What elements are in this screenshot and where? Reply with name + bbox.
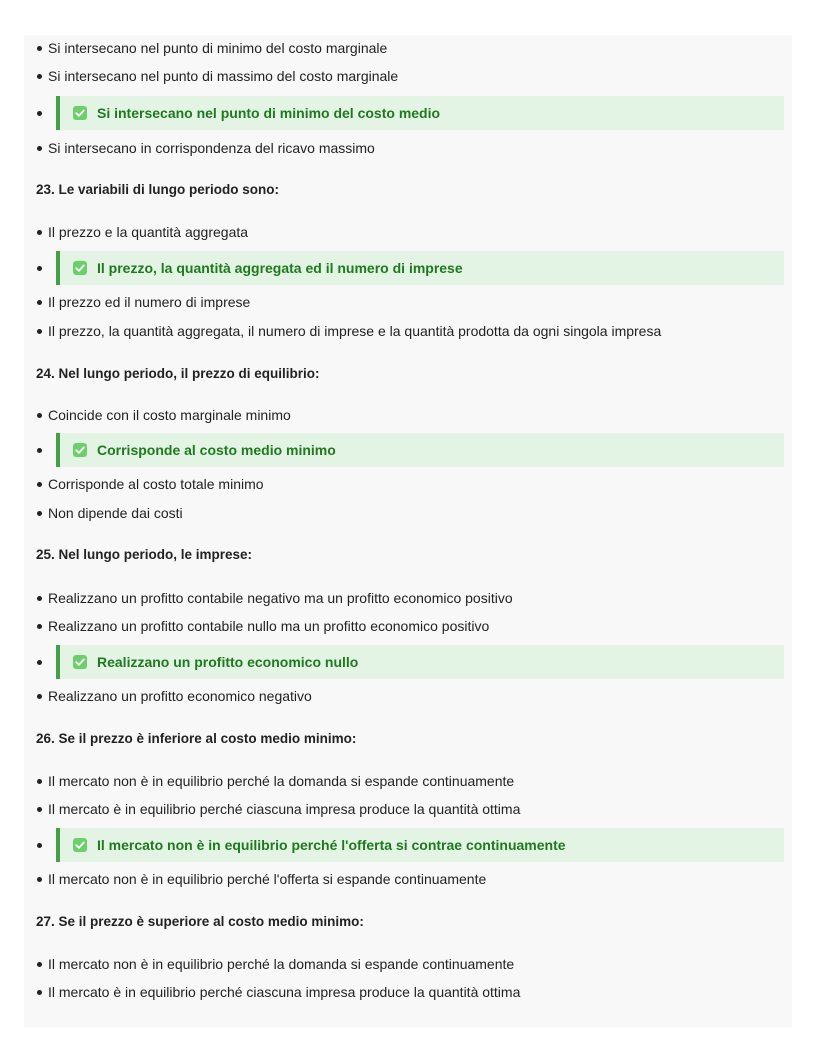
bullet — [37, 413, 42, 418]
bullet — [37, 624, 42, 629]
question-27-title: 27. Se il prezzo è superiore al costo medio minimo: — [36, 914, 364, 929]
bullet — [37, 596, 42, 601]
question-24-title: 24. Nel lungo periodo, il prezzo di equilibrio: — [36, 366, 320, 381]
option-text: Realizzano un profitto economico negativo — [48, 688, 312, 704]
correct-answer-text: Corrisponde al costo medio minimo — [97, 442, 336, 458]
bullet — [37, 843, 42, 848]
question-26-title: 26. Se il prezzo è inferiore al costo medio minimo: — [36, 731, 357, 746]
correct-answer-text: Il mercato non è in equilibrio perché l'offerta si contrae continuamente — [97, 837, 566, 853]
bullet — [37, 111, 42, 116]
correct-answer-text: Il prezzo, la quantità aggregata ed il numero di imprese — [97, 260, 463, 276]
checkbox-checked-icon — [73, 443, 87, 457]
correct-answer-text: Si intersecano nel punto di minimo del costo medio — [97, 105, 441, 121]
option-text: Si intersecano nel punto di massimo del costo marginale — [48, 68, 399, 84]
question-25-title: 25. Nel lungo periodo, le imprese: — [36, 547, 253, 562]
bullet — [37, 329, 42, 334]
bullet — [37, 74, 42, 79]
option-text: Il prezzo, la quantità aggregata, il numero di imprese e la quantità prodotta da ogni singola impresa — [48, 323, 662, 339]
bullet — [37, 46, 42, 51]
option-text: Realizzano un profitto contabile nullo ma un profitto economico positivo — [48, 618, 490, 634]
bullet — [37, 660, 42, 665]
option-text: Il mercato è in equilibrio perché ciascuna impresa produce la quantità ottima — [48, 801, 521, 817]
bullet — [37, 779, 42, 784]
correct-answer-box — [56, 828, 784, 862]
option-text: Il mercato è in equilibrio perché ciascuna impresa produce la quantità ottima — [48, 984, 521, 1000]
bullet — [37, 300, 42, 305]
bullet — [37, 990, 42, 995]
checkbox-checked-icon — [73, 261, 87, 275]
option-text: Non dipende dai costi — [48, 505, 183, 521]
correct-answer-box — [56, 251, 784, 285]
bullet — [37, 266, 42, 271]
option-text: Corrisponde al costo totale minimo — [48, 476, 264, 492]
question-23-title: 23. Le variabili di lungo periodo sono: — [36, 182, 280, 197]
option-text: Il mercato non è in equilibrio perché la domanda si espande continuamente — [48, 956, 515, 972]
option-text: Il mercato non è in equilibrio perché la domanda si espande continuamente — [48, 773, 515, 789]
bullet — [37, 482, 42, 487]
option-text: Si intersecano nel punto di minimo del costo marginale — [48, 40, 388, 56]
bullet — [37, 511, 42, 516]
option-text: Coincide con il costo marginale minimo — [48, 407, 291, 423]
bullet — [37, 448, 42, 453]
checkbox-checked-icon — [73, 655, 87, 669]
bullet — [37, 877, 42, 882]
option-text: Realizzano un profitto contabile negativo ma un profitto economico positivo — [48, 590, 513, 606]
bullet — [37, 694, 42, 699]
bullet — [37, 230, 42, 235]
checkbox-checked-icon — [73, 838, 87, 852]
correct-answer-box — [56, 433, 784, 467]
correct-answer-box — [56, 645, 784, 679]
option-text: Si intersecano in corrispondenza del ricavo massimo — [48, 140, 375, 156]
correct-answer-box — [56, 96, 784, 130]
correct-answer-text: Realizzano un profitto economico nullo — [97, 654, 359, 670]
bullet — [37, 807, 42, 812]
bullet — [37, 146, 42, 151]
option-text: Il prezzo e la quantità aggregata — [48, 224, 249, 240]
option-text: Il prezzo ed il numero di imprese — [48, 294, 251, 310]
bullet — [37, 962, 42, 967]
checkbox-checked-icon — [73, 106, 87, 120]
option-text: Il mercato non è in equilibrio perché l'offerta si espande continuamente — [48, 871, 487, 887]
